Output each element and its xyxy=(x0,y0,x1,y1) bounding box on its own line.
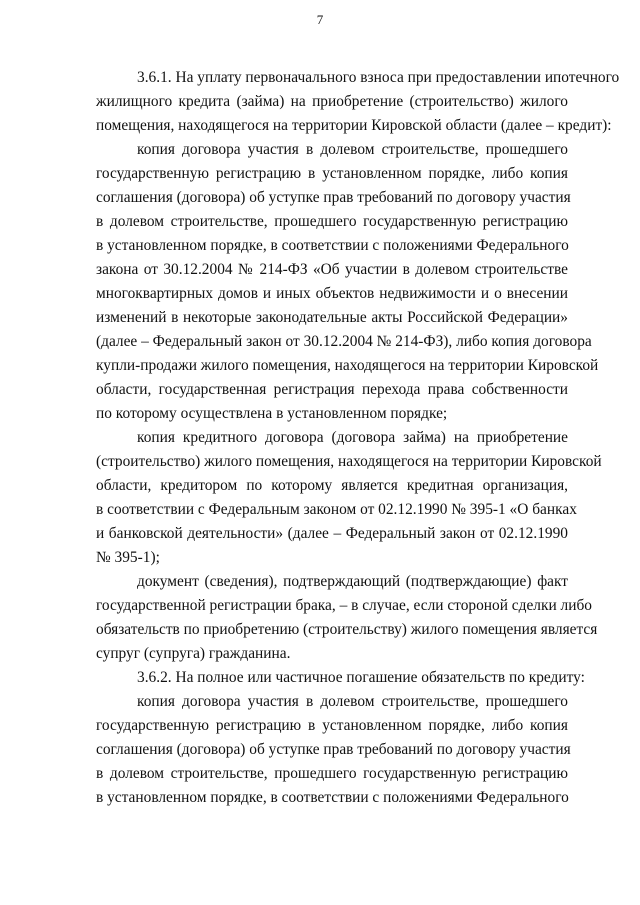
text-line: № 395-1); xyxy=(96,549,160,566)
text-line: помещения, находящегося на территории Кировской области (далее – кредит): xyxy=(96,117,612,134)
page-number: 7 xyxy=(316,12,324,27)
text-line: (строительство) жилого помещения, находящегося на территории Кировской xyxy=(96,453,602,470)
text-line: государственную регистрацию в установленном порядке, либо копия xyxy=(96,165,568,182)
text-line: закона от 30.12.2004 № 214-ФЗ «Об участии в долевом строительстве xyxy=(96,261,568,278)
text-line: в долевом строительстве, прошедшего государственную регистрацию xyxy=(96,213,568,230)
text-line: изменений в некоторые законодательные акты Российской Федерации» xyxy=(96,309,568,326)
text-line: в соответствии с Федеральным законом от 02.12.1990 № 395-1 «О банках xyxy=(96,501,577,518)
text-line: купли-продажи жилого помещения, находящегося на территории Кировской xyxy=(96,357,599,374)
text-line: копия договора участия в долевом строительстве, прошедшего xyxy=(137,141,568,158)
text-line: 3.6.1. На уплату первоначального взноса при предоставлении ипотечного xyxy=(137,69,620,86)
text-line: в установленном порядке, в соответствии с положениями Федерального xyxy=(96,237,569,254)
text-line: соглашения (договора) об уступке прав требований по договору участия xyxy=(96,741,571,758)
document-body xyxy=(96,66,620,810)
text-line: жилищного кредита (займа) на приобретение (строительство) жилого xyxy=(96,93,568,110)
text-line: государственной регистрации брака, – в случае, если стороной сделки либо xyxy=(96,597,592,614)
text-line: и банковской деятельности» (далее – Федеральный закон от 02.12.1990 xyxy=(96,525,568,542)
text-line: документ (сведения), подтверждающий (подтверждающие) факт xyxy=(137,573,568,590)
text-line: (далее – Федеральный закон от 30.12.2004 № 214-ФЗ), либо копия договора xyxy=(96,333,592,350)
text-line: области, кредитором по которому является кредитная организация, xyxy=(96,477,568,494)
text-line: многоквартирных домов и иных объектов недвижимости и о внесении xyxy=(96,285,568,302)
text-line: обязательств по приобретению (строительству) жилого помещения является xyxy=(96,621,598,638)
text-line: копия кредитного договора (договора займа) на приобретение xyxy=(137,429,568,446)
text-line: области, государственная регистрация перехода права собственности xyxy=(96,381,568,398)
text-line: в установленном порядке, в соответствии с положениями Федерального xyxy=(96,789,569,806)
text-line: соглашения (договора) об уступке прав требований по договору участия xyxy=(96,189,571,206)
text-line: государственную регистрацию в установленном порядке, либо копия xyxy=(96,717,568,734)
text-line: супруг (супруга) гражданина. xyxy=(96,645,291,662)
text-line: по которому осуществлена в установленном порядке; xyxy=(96,405,448,422)
text-line: 3.6.2. На полное или частичное погашение обязательств по кредиту: xyxy=(137,669,585,686)
text-line: в долевом строительстве, прошедшего государственную регистрацию xyxy=(96,765,568,782)
text-line: копия договора участия в долевом строительстве, прошедшего xyxy=(137,693,568,710)
